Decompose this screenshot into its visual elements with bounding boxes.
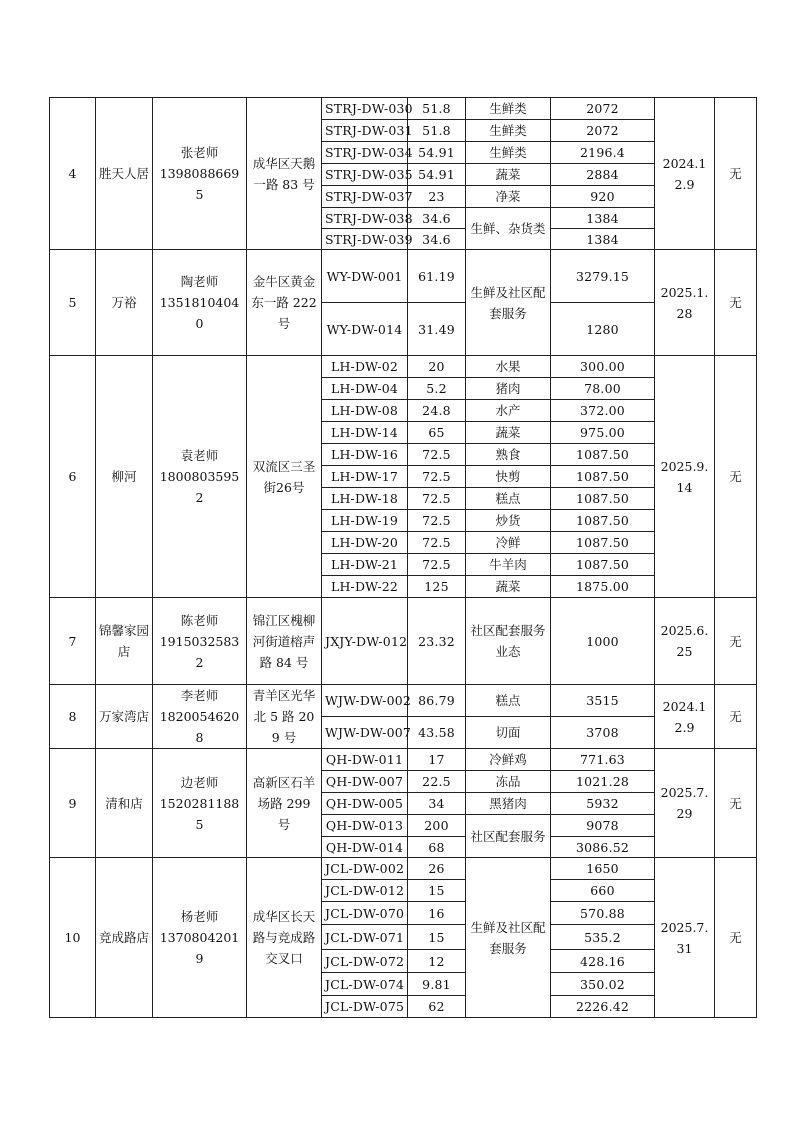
contact <box>153 858 247 1018</box>
monthly-rent: 3279.15 <box>551 250 655 303</box>
group-number: 10 <box>50 858 96 1018</box>
lease-date: 2024.12.9 <box>655 98 715 250</box>
unit-code: JCL-DW-071 <box>322 925 408 950</box>
address: 成华区长天路与竞成路交叉口 <box>247 858 322 1018</box>
contact-phone: 13980886695 <box>159 166 240 202</box>
unit-code: QH-DW-005 <box>322 793 408 815</box>
unit-area: 9.81 <box>408 973 466 996</box>
monthly-rent: 1087.50 <box>551 532 655 554</box>
lease-table <box>49 97 757 1018</box>
contact-name: 边老师 <box>180 774 219 790</box>
unit-area: 68 <box>408 837 466 858</box>
business-type: 蔬菜 <box>466 422 551 444</box>
unit-code: STRJ-DW-031 <box>322 120 408 142</box>
business-type: 黑猪肉 <box>466 793 551 815</box>
table-row <box>50 749 757 771</box>
project-name: 竞成路店 <box>96 858 153 1018</box>
group-number: 6 <box>50 356 96 598</box>
project-name: 万裕 <box>96 250 153 356</box>
unit-area: 72.5 <box>408 532 466 554</box>
monthly-rent: 1087.50 <box>551 488 655 510</box>
address: 高新区石羊场路 299 号 <box>247 749 322 858</box>
contact <box>153 98 247 250</box>
monthly-rent: 2072 <box>551 120 655 142</box>
unit-area: 72.5 <box>408 488 466 510</box>
unit-area: 23 <box>408 186 466 208</box>
business-type: 熟食 <box>466 444 551 466</box>
group-number: 5 <box>50 250 96 356</box>
unit-area: 62 <box>408 996 466 1018</box>
address: 金牛区黄金东一路 222 号 <box>247 250 322 356</box>
unit-area: 65 <box>408 422 466 444</box>
contact-phone: 15202811885 <box>159 795 240 832</box>
business-type: 生鲜及社区配套服务 <box>466 858 551 1018</box>
unit-area: 16 <box>408 902 466 925</box>
contact-name: 张老师 <box>180 145 219 160</box>
business-type: 糕点 <box>466 488 551 510</box>
contact-phone: 19150325832 <box>159 633 240 670</box>
monthly-rent: 350.02 <box>551 973 655 996</box>
unit-area: 51.8 <box>408 98 466 120</box>
unit-code: LH-DW-20 <box>322 532 408 554</box>
lease-date: 2025.7.31 <box>655 858 715 1018</box>
remark: 无 <box>715 356 757 598</box>
project-name: 清和店 <box>96 749 153 858</box>
group-number: 8 <box>50 685 96 749</box>
business-type: 生鲜类 <box>466 98 551 120</box>
unit-code: LH-DW-17 <box>322 466 408 488</box>
contact <box>153 749 247 858</box>
monthly-rent: 1087.50 <box>551 554 655 576</box>
remark: 无 <box>715 749 757 858</box>
business-type: 切面 <box>466 717 551 749</box>
address: 双流区三圣街26号 <box>247 356 322 598</box>
project-name: 柳河 <box>96 356 153 598</box>
unit-area: 15 <box>408 880 466 902</box>
unit-code: STRJ-DW-030 <box>322 98 408 120</box>
unit-area: 125 <box>408 576 466 598</box>
unit-code: LH-DW-21 <box>322 554 408 576</box>
monthly-rent: 2072 <box>551 98 655 120</box>
unit-area: 72.5 <box>408 554 466 576</box>
unit-code: WJW-DW-002 <box>322 685 408 717</box>
lease-date: 2024.12.9 <box>655 685 715 749</box>
business-type: 生鲜、杂货类 <box>466 208 551 250</box>
unit-code: LH-DW-18 <box>322 488 408 510</box>
unit-area: 12 <box>408 950 466 973</box>
project-name: 锦馨家园店 <box>96 598 153 685</box>
unit-area: 43.58 <box>408 717 466 749</box>
remark: 无 <box>715 250 757 356</box>
unit-code: JCL-DW-072 <box>322 950 408 973</box>
unit-code: STRJ-DW-038 <box>322 208 408 229</box>
unit-code: QH-DW-011 <box>322 749 408 771</box>
unit-code: STRJ-DW-037 <box>322 186 408 208</box>
business-type: 生鲜类 <box>466 142 551 164</box>
unit-area: 61.19 <box>408 250 466 303</box>
lease-date: 2025.6.25 <box>655 598 715 685</box>
contact <box>153 250 247 356</box>
monthly-rent: 975.00 <box>551 422 655 444</box>
project-name: 万家湾店 <box>96 685 153 749</box>
business-type: 炒货 <box>466 510 551 532</box>
business-type: 冷鲜 <box>466 532 551 554</box>
business-type: 水产 <box>466 400 551 422</box>
address: 锦江区槐柳河街道榕声路 84 号 <box>247 598 322 685</box>
contact-phone: 18200546208 <box>159 709 240 745</box>
table-row <box>50 98 757 120</box>
monthly-rent: 1384 <box>551 208 655 229</box>
contact-phone: 18008035952 <box>159 469 240 505</box>
unit-code: QH-DW-013 <box>322 815 408 837</box>
unit-area: 72.5 <box>408 510 466 532</box>
monthly-rent: 570.88 <box>551 902 655 925</box>
monthly-rent: 920 <box>551 186 655 208</box>
business-type: 冻品 <box>466 771 551 793</box>
unit-area: 26 <box>408 858 466 880</box>
unit-area: 34.6 <box>408 229 466 250</box>
table-row <box>50 685 757 717</box>
table-row <box>50 858 757 880</box>
unit-code: LH-DW-14 <box>322 422 408 444</box>
table-row <box>50 250 757 303</box>
monthly-rent: 1087.50 <box>551 444 655 466</box>
monthly-rent: 1021.28 <box>551 771 655 793</box>
unit-code: JCL-DW-074 <box>322 973 408 996</box>
unit-code: JCL-DW-002 <box>322 858 408 880</box>
monthly-rent: 5932 <box>551 793 655 815</box>
unit-code: STRJ-DW-034 <box>322 142 408 164</box>
unit-code: WJW-DW-007 <box>322 717 408 749</box>
unit-area: 34 <box>408 793 466 815</box>
business-type: 净菜 <box>466 186 551 208</box>
unit-code: STRJ-DW-039 <box>322 229 408 250</box>
unit-code: LH-DW-04 <box>322 378 408 400</box>
business-type: 生鲜类 <box>466 120 551 142</box>
monthly-rent: 3086.52 <box>551 837 655 858</box>
unit-code: STRJ-DW-035 <box>322 164 408 186</box>
unit-area: 86.79 <box>408 685 466 717</box>
contact <box>153 356 247 598</box>
business-type: 快剪 <box>466 466 551 488</box>
unit-area: 54.91 <box>408 142 466 164</box>
unit-code: LH-DW-02 <box>322 356 408 378</box>
business-type: 蔬菜 <box>466 576 551 598</box>
contact-name: 袁老师 <box>180 448 219 463</box>
monthly-rent: 372.00 <box>551 400 655 422</box>
monthly-rent: 3708 <box>551 717 655 749</box>
unit-area: 54.91 <box>408 164 466 186</box>
lease-date: 2025.9.14 <box>655 356 715 598</box>
table-row <box>50 598 757 685</box>
business-type: 社区配套服务业态 <box>466 598 551 685</box>
business-type: 糕点 <box>466 685 551 717</box>
business-type: 生鲜及社区配套服务 <box>466 250 551 356</box>
unit-area: 22.5 <box>408 771 466 793</box>
monthly-rent: 1384 <box>551 229 655 250</box>
monthly-rent: 535.2 <box>551 925 655 950</box>
monthly-rent: 1000 <box>551 598 655 685</box>
lease-date: 2025.1.28 <box>655 250 715 356</box>
unit-code: LH-DW-16 <box>322 444 408 466</box>
monthly-rent: 2226.42 <box>551 996 655 1018</box>
business-type: 水果 <box>466 356 551 378</box>
contact-name: 李老师 <box>180 688 219 703</box>
contact-phone: 13518104040 <box>159 295 240 331</box>
unit-area: 72.5 <box>408 466 466 488</box>
unit-code: QH-DW-014 <box>322 837 408 858</box>
unit-code: LH-DW-08 <box>322 400 408 422</box>
unit-area: 72.5 <box>408 444 466 466</box>
monthly-rent: 2196.4 <box>551 142 655 164</box>
monthly-rent: 1087.50 <box>551 510 655 532</box>
contact <box>153 685 247 749</box>
address: 青羊区光华北 5 路 209 号 <box>247 685 322 749</box>
unit-code: LH-DW-19 <box>322 510 408 532</box>
monthly-rent: 2884 <box>551 164 655 186</box>
unit-code: JCL-DW-012 <box>322 880 408 902</box>
business-type: 牛羊肉 <box>466 554 551 576</box>
unit-code: QH-DW-007 <box>322 771 408 793</box>
unit-area: 20 <box>408 356 466 378</box>
unit-code: WY-DW-001 <box>322 250 408 303</box>
unit-code: JXJY-DW-012 <box>322 598 408 685</box>
monthly-rent: 660 <box>551 880 655 902</box>
unit-code: WY-DW-014 <box>322 303 408 356</box>
business-type: 猪肉 <box>466 378 551 400</box>
group-number: 7 <box>50 598 96 685</box>
unit-area: 200 <box>408 815 466 837</box>
contact-name: 陶老师 <box>180 274 219 289</box>
lease-date: 2025.7.29 <box>655 749 715 858</box>
monthly-rent: 1650 <box>551 858 655 880</box>
monthly-rent: 9078 <box>551 815 655 837</box>
contact-name: 杨老师 <box>180 909 219 924</box>
monthly-rent: 1875.00 <box>551 576 655 598</box>
business-type: 社区配套服务 <box>466 815 551 858</box>
unit-area: 5.2 <box>408 378 466 400</box>
project-name: 胜天人居 <box>96 98 153 250</box>
monthly-rent: 3515 <box>551 685 655 717</box>
unit-area: 15 <box>408 925 466 950</box>
contact-phone: 13708042019 <box>159 930 240 966</box>
unit-code: JCL-DW-075 <box>322 996 408 1018</box>
remark: 无 <box>715 98 757 250</box>
monthly-rent: 428.16 <box>551 950 655 973</box>
unit-area: 23.32 <box>408 598 466 685</box>
monthly-rent: 300.00 <box>551 356 655 378</box>
unit-area: 24.8 <box>408 400 466 422</box>
monthly-rent: 1280 <box>551 303 655 356</box>
business-type: 蔬菜 <box>466 164 551 186</box>
monthly-rent: 771.63 <box>551 749 655 771</box>
contact <box>153 598 247 685</box>
monthly-rent: 78.00 <box>551 378 655 400</box>
monthly-rent: 1087.50 <box>551 466 655 488</box>
group-number: 9 <box>50 749 96 858</box>
group-number: 4 <box>50 98 96 250</box>
remark: 无 <box>715 685 757 749</box>
contact-name: 陈老师 <box>180 612 219 628</box>
remark: 无 <box>715 858 757 1018</box>
unit-area: 34.6 <box>408 208 466 229</box>
unit-area: 31.49 <box>408 303 466 356</box>
unit-area: 17 <box>408 749 466 771</box>
unit-area: 51.8 <box>408 120 466 142</box>
unit-code: LH-DW-22 <box>322 576 408 598</box>
address: 成华区天鹅一路 83 号 <box>247 98 322 250</box>
table-row <box>50 356 757 378</box>
business-type: 冷鲜鸡 <box>466 749 551 771</box>
unit-code: JCL-DW-070 <box>322 902 408 925</box>
remark: 无 <box>715 598 757 685</box>
